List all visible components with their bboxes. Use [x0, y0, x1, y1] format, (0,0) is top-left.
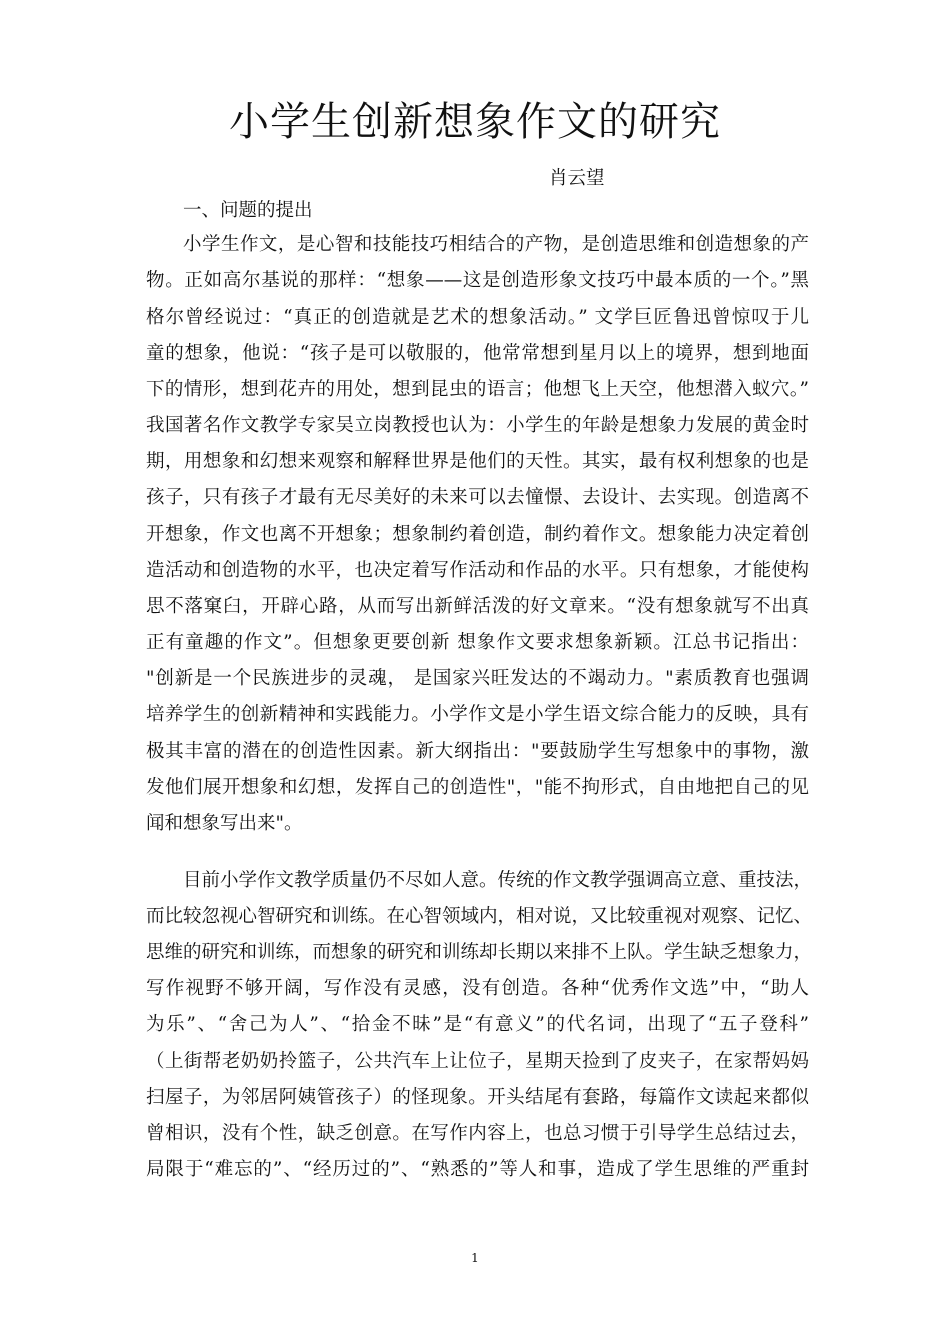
paragraph-2-line: 写作视野不够开阔，写作没有灵感，没有创造。各种“优秀作文选”中，“助人	[146, 978, 809, 999]
author-name: 肖云望	[549, 168, 605, 189]
paragraph-1-line: 造活动和创造物的水平，也决定着写作活动和作品的水平。只有想象，才能使构	[146, 560, 809, 581]
paragraph-2-line: 局限于“难忘的”、“经历过的”、“熟悉的”等人和事，造成了学生思维的严重封	[146, 1159, 809, 1180]
paragraph-1-line: 小学生作文，是心智和技能技巧相结合的产物，是创造思维和创造想象的产	[183, 234, 809, 255]
paragraph-1-line: 开想象，作文也离不开想象；想象制约着创造，制约着作文。想象能力决定着创	[146, 524, 809, 545]
paragraph-1-line: 思不落窠臼，开辟心路，从而写出新鲜活泼的好文章来。“没有想象就写不出真	[146, 596, 809, 617]
page-number: 1	[471, 1251, 479, 1265]
paragraph-1-line: 正有童趣的作文”。但想象更要创新 想象作文要求想象新颖。江总书记指出：	[146, 632, 809, 653]
paragraph-1-line: "创新是一个民族进步的灵魂， 是国家兴旺发达的不竭动力。"素质教育也强调	[146, 668, 809, 689]
paragraph-1-line: 培养学生的创新精神和实践能力。小学作文是小学生语文综合能力的反映，具有	[146, 704, 809, 725]
paragraph-2-line: 曾相识，没有个性，缺乏创意。在写作内容上，也总习惯于引导学生总结过去，	[146, 1123, 809, 1144]
paragraph-1-line: 期，用想象和幻想来观察和解释世界是他们的天性。其实，最有权利想象的也是	[146, 451, 809, 472]
paragraph-2-line: 而比较忽视心智研究和训练。在心智领域内，相对说，又比较重视对观察、记忆、	[146, 906, 813, 927]
document-title: 小学生创新想象作文的研究	[229, 99, 721, 145]
paragraph-2-line: 为乐”、“舍己为人”、“拾金不昧”是“有意义”的代名词，出现了“五子登科”	[146, 1014, 809, 1035]
paragraph-1-line: 发他们展开想象和幻想，发挥自己的创造性"，"能不拘形式，自由地把自己的见	[146, 777, 809, 798]
paragraph-1-line: 闻和想象写出来"。	[146, 813, 303, 834]
paragraph-1-line: 童的想象，他说：“孩子是可以敬服的，他常常想到星月以上的境界，想到地面	[146, 343, 809, 364]
paragraph-2-line: 思维的研究和训练，而想象的研究和训练却长期以来排不上队。学生缺乏想象力，	[146, 942, 813, 963]
paragraph-1-line: 孩子，只有孩子才最有无尽美好的未来可以去憧憬、去设计、去实现。创造离不	[146, 487, 809, 508]
paragraph-1-line: 极其丰富的潜在的创造性因素。新大纲指出："要鼓励学生写想象中的事物，激	[146, 741, 809, 762]
paragraph-1-line: 我国著名作文教学专家吴立岗教授也认为：小学生的年龄是想象力发展的黄金时	[146, 415, 809, 436]
paragraph-1-line: 下的情形，想到花卉的用处，想到昆虫的语言；他想飞上天空，他想潜入蚁穴。”	[146, 379, 809, 400]
paragraph-2-line: （上街帮老奶奶拎篮子，公共汽车上让位子，星期天捡到了皮夹子，在家帮妈妈	[146, 1051, 809, 1072]
paragraph-1-line: 格尔曾经说过：“真正的创造就是艺术的想象活动。” 文学巨匠鲁迅曾惊叹于儿	[146, 307, 809, 328]
paragraph-1-line: 物。正如高尔基说的那样：“想象——这是创造形象文技巧中最本质的一个。”黑	[146, 270, 809, 291]
section-heading: 一、问题的提出	[183, 200, 313, 221]
paragraph-2-line: 扫屋子，为邻居阿姨管孩子）的怪现象。开头结尾有套路，每篇作文读起来都似	[146, 1087, 809, 1108]
paragraph-2-line: 目前小学作文教学质量仍不尽如人意。传统的作文教学强调高立意、重技法，	[183, 870, 813, 891]
